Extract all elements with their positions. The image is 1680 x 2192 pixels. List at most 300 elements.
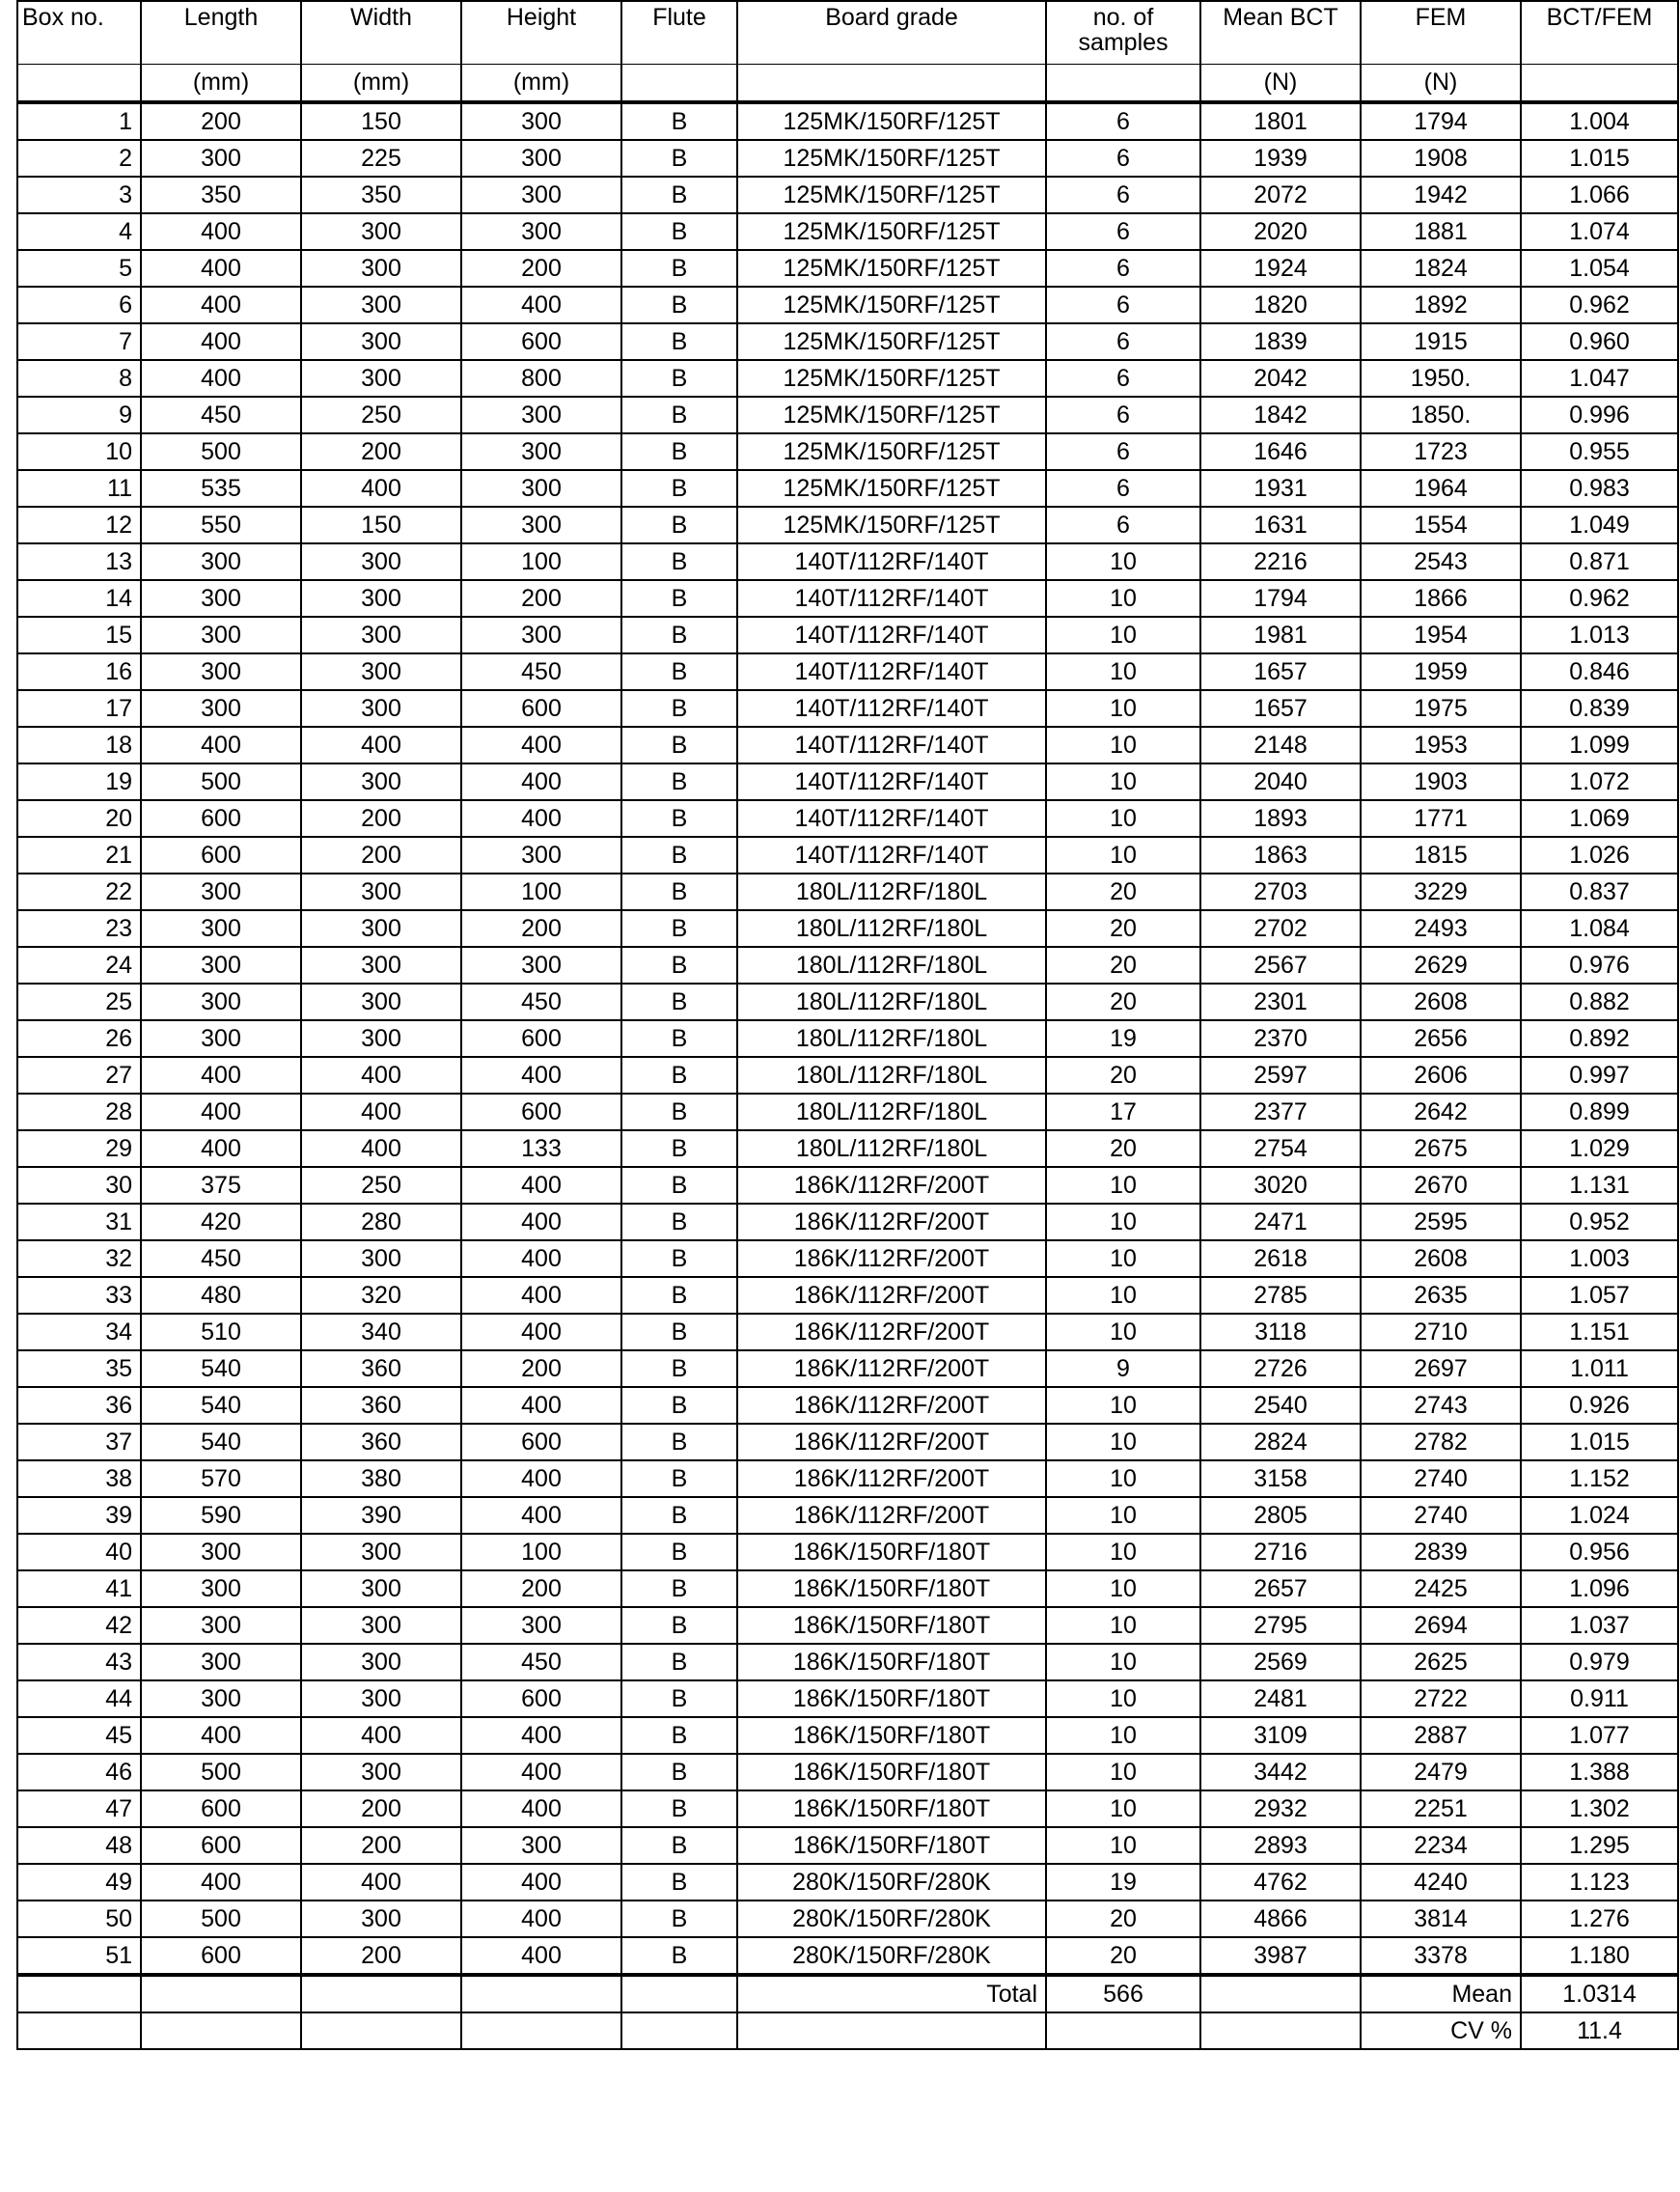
cell-box-no: 27 [17, 1057, 141, 1094]
cv-label: CV % [1361, 2012, 1521, 2049]
table-row [17, 1424, 1678, 1460]
cell-width: 300 [301, 213, 461, 250]
cell-ratio: 1.295 [1521, 1827, 1678, 1864]
cell-height: 450 [461, 984, 621, 1020]
cell-mean-bct: 2932 [1200, 1790, 1361, 1827]
cell-height: 300 [461, 397, 621, 433]
cell-fem: 2234 [1361, 1827, 1521, 1864]
cell-width: 400 [301, 470, 461, 507]
cell-ratio: 0.911 [1521, 1680, 1678, 1717]
cell-height: 400 [461, 1864, 621, 1901]
cell-flute: B [621, 1167, 737, 1204]
cell-ratio: 1.302 [1521, 1790, 1678, 1827]
cell-length: 300 [141, 1534, 301, 1570]
cell-samples: 19 [1046, 1864, 1200, 1901]
cell-board-grade: 125MK/150RF/125T [737, 507, 1046, 543]
cell-width: 250 [301, 397, 461, 433]
cell-height: 300 [461, 837, 621, 874]
cell-samples: 20 [1046, 984, 1200, 1020]
cell-board-grade: 140T/112RF/140T [737, 617, 1046, 653]
cell-mean-bct: 3158 [1200, 1460, 1361, 1497]
cell-length: 300 [141, 984, 301, 1020]
cell-samples: 10 [1046, 1314, 1200, 1350]
table-row [17, 690, 1678, 727]
cell-fem: 1892 [1361, 287, 1521, 323]
cell-flute: B [621, 1607, 737, 1644]
cell-box-no: 43 [17, 1644, 141, 1680]
cell-flute: B [621, 177, 737, 213]
cell-length: 500 [141, 433, 301, 470]
cell-board-grade: 125MK/150RF/125T [737, 213, 1046, 250]
cell-width: 300 [301, 984, 461, 1020]
cell-ratio: 0.997 [1521, 1057, 1678, 1094]
cell-width: 300 [301, 1534, 461, 1570]
cell-fem: 2740 [1361, 1497, 1521, 1534]
cell-box-no: 49 [17, 1864, 141, 1901]
cell-samples: 10 [1046, 1754, 1200, 1790]
cell-flute: B [621, 1020, 737, 1057]
cell-width: 300 [301, 580, 461, 617]
cell-width: 150 [301, 102, 461, 140]
cell-samples: 10 [1046, 1240, 1200, 1277]
cell-ratio: 1.015 [1521, 1424, 1678, 1460]
cell-width: 300 [301, 1020, 461, 1057]
cell-mean-bct: 2471 [1200, 1204, 1361, 1240]
cell-height: 300 [461, 102, 621, 140]
cell-ratio: 1.099 [1521, 727, 1678, 763]
cell-fem: 2670 [1361, 1167, 1521, 1204]
cell-length: 600 [141, 800, 301, 837]
unit-ratio [1521, 64, 1678, 102]
cell-width: 200 [301, 837, 461, 874]
unit-mean-bct: (N) [1200, 64, 1361, 102]
cell-flute: B [621, 323, 737, 360]
table-row [17, 617, 1678, 653]
cell-fem: 1915 [1361, 323, 1521, 360]
unit-flute [621, 64, 737, 102]
cell-board-grade: 186K/112RF/200T [737, 1277, 1046, 1314]
cell-samples: 10 [1046, 1387, 1200, 1424]
cell-samples: 6 [1046, 177, 1200, 213]
cell-flute: B [621, 837, 737, 874]
cell-ratio: 1.077 [1521, 1717, 1678, 1754]
cell-board-grade: 180L/112RF/180L [737, 1130, 1046, 1167]
cell-fem: 2606 [1361, 1057, 1521, 1094]
cell-ratio: 0.926 [1521, 1387, 1678, 1424]
cell-width: 390 [301, 1497, 461, 1534]
cell-mean-bct: 3020 [1200, 1167, 1361, 1204]
cell-length: 510 [141, 1314, 301, 1350]
table-row [17, 653, 1678, 690]
cell-flute: B [621, 580, 737, 617]
cell-box-no: 37 [17, 1424, 141, 1460]
header-row [17, 1, 1678, 64]
table-row [17, 1717, 1678, 1754]
cell-board-grade: 186K/150RF/180T [737, 1790, 1046, 1827]
cell-fem: 1908 [1361, 140, 1521, 177]
cell-fem: 1794 [1361, 102, 1521, 140]
cell-box-no: 7 [17, 323, 141, 360]
cell-samples: 6 [1046, 360, 1200, 397]
cell-samples: 10 [1046, 1460, 1200, 1497]
cell-box-no: 11 [17, 470, 141, 507]
table-row [17, 102, 1678, 140]
cell-flute: B [621, 690, 737, 727]
cell-length: 500 [141, 1901, 301, 1937]
cell-ratio: 0.882 [1521, 984, 1678, 1020]
cell-samples: 6 [1046, 140, 1200, 177]
cell-flute: B [621, 360, 737, 397]
cell-flute: B [621, 543, 737, 580]
cell-samples: 20 [1046, 1937, 1200, 1975]
cell-height: 300 [461, 507, 621, 543]
cell-height: 400 [461, 1167, 621, 1204]
cell-board-grade: 125MK/150RF/125T [737, 287, 1046, 323]
cell-mean-bct: 2726 [1200, 1350, 1361, 1387]
cell-flute: B [621, 653, 737, 690]
cell-flute: B [621, 1497, 737, 1534]
table-row [17, 1644, 1678, 1680]
cell-box-no: 26 [17, 1020, 141, 1057]
cell-fem: 2425 [1361, 1570, 1521, 1607]
mean-value: 1.0314 [1521, 1975, 1678, 2012]
cell-mean-bct: 1657 [1200, 690, 1361, 727]
cell-ratio: 1.013 [1521, 617, 1678, 653]
cell-height: 200 [461, 910, 621, 947]
cell-width: 200 [301, 433, 461, 470]
cell-length: 400 [141, 727, 301, 763]
header-flute: Flute [621, 1, 737, 64]
cell-mean-bct: 1893 [1200, 800, 1361, 837]
cell-ratio: 1.026 [1521, 837, 1678, 874]
cell-board-grade: 186K/112RF/200T [737, 1424, 1046, 1460]
cell-width: 225 [301, 140, 461, 177]
cell-length: 400 [141, 213, 301, 250]
cell-fem: 2479 [1361, 1754, 1521, 1790]
cell-height: 400 [461, 800, 621, 837]
cell-length: 400 [141, 250, 301, 287]
cell-box-no: 40 [17, 1534, 141, 1570]
cell-flute: B [621, 984, 737, 1020]
cell-samples: 6 [1046, 433, 1200, 470]
cell-flute: B [621, 1204, 737, 1240]
cell-fem: 2642 [1361, 1094, 1521, 1130]
cell-fem: 2839 [1361, 1534, 1521, 1570]
cell-board-grade: 186K/150RF/180T [737, 1717, 1046, 1754]
table-row [17, 397, 1678, 433]
cell-fem: 2543 [1361, 543, 1521, 580]
cell-width: 380 [301, 1460, 461, 1497]
cell-width: 400 [301, 1057, 461, 1094]
cell-mean-bct: 1981 [1200, 617, 1361, 653]
cell-mean-bct: 2072 [1200, 177, 1361, 213]
cell-fem: 2740 [1361, 1460, 1521, 1497]
cell-flute: B [621, 1570, 737, 1607]
table-row [17, 1057, 1678, 1094]
cell-height: 200 [461, 1570, 621, 1607]
cell-box-no: 39 [17, 1497, 141, 1534]
total-value: 566 [1046, 1975, 1200, 2012]
cell-box-no: 29 [17, 1130, 141, 1167]
cell-box-no: 21 [17, 837, 141, 874]
cell-fem: 1954 [1361, 617, 1521, 653]
cell-box-no: 16 [17, 653, 141, 690]
cell-ratio: 1.084 [1521, 910, 1678, 947]
cell-width: 300 [301, 690, 461, 727]
cell-board-grade: 125MK/150RF/125T [737, 323, 1046, 360]
cell-height: 400 [461, 1204, 621, 1240]
cell-length: 300 [141, 1644, 301, 1680]
cell-height: 100 [461, 874, 621, 910]
table-row [17, 1864, 1678, 1901]
cell-box-no: 10 [17, 433, 141, 470]
table-row [17, 543, 1678, 580]
cell-samples: 10 [1046, 1827, 1200, 1864]
unit-width: (mm) [301, 64, 461, 102]
cell-box-no: 30 [17, 1167, 141, 1204]
cell-box-no: 32 [17, 1240, 141, 1277]
cell-mean-bct: 2703 [1200, 874, 1361, 910]
cell-box-no: 20 [17, 800, 141, 837]
unit-board-grade [737, 64, 1046, 102]
cell-flute: B [621, 470, 737, 507]
cell-samples: 10 [1046, 1277, 1200, 1314]
cell-mean-bct: 2657 [1200, 1570, 1361, 1607]
cell-flute: B [621, 947, 737, 984]
cell-samples: 10 [1046, 1204, 1200, 1240]
cell-flute: B [621, 102, 737, 140]
table-row [17, 580, 1678, 617]
cell-width: 350 [301, 177, 461, 213]
cell-flute: B [621, 250, 737, 287]
cell-length: 300 [141, 653, 301, 690]
cell-height: 400 [461, 1387, 621, 1424]
cell-height: 100 [461, 543, 621, 580]
cell-fem: 2887 [1361, 1717, 1521, 1754]
cell-mean-bct: 2795 [1200, 1607, 1361, 1644]
cell-samples: 6 [1046, 323, 1200, 360]
header-samples: no. of samples [1046, 1, 1200, 64]
cell-height: 200 [461, 1350, 621, 1387]
cell-box-no: 6 [17, 287, 141, 323]
cell-box-no: 36 [17, 1387, 141, 1424]
cell-samples: 10 [1046, 800, 1200, 837]
cell-board-grade: 125MK/150RF/125T [737, 433, 1046, 470]
cell-length: 400 [141, 1094, 301, 1130]
cell-ratio: 0.952 [1521, 1204, 1678, 1240]
cell-height: 400 [461, 763, 621, 800]
table-row [17, 910, 1678, 947]
cell-mean-bct: 3118 [1200, 1314, 1361, 1350]
cell-fem: 2251 [1361, 1790, 1521, 1827]
cell-flute: B [621, 287, 737, 323]
cell-width: 360 [301, 1350, 461, 1387]
cell-box-no: 46 [17, 1754, 141, 1790]
cell-width: 300 [301, 360, 461, 397]
cell-height: 300 [461, 1607, 621, 1644]
cell-samples: 19 [1046, 1020, 1200, 1057]
cell-flute: B [621, 910, 737, 947]
cell-length: 300 [141, 910, 301, 947]
cell-width: 300 [301, 323, 461, 360]
cell-width: 300 [301, 1644, 461, 1680]
cell-board-grade: 180L/112RF/180L [737, 1020, 1046, 1057]
cell-ratio: 1.069 [1521, 800, 1678, 837]
cell-fem: 1959 [1361, 653, 1521, 690]
cell-flute: B [621, 1094, 737, 1130]
table-row [17, 874, 1678, 910]
cell-board-grade: 186K/150RF/180T [737, 1607, 1046, 1644]
cell-board-grade: 186K/150RF/180T [737, 1754, 1046, 1790]
cell-flute: B [621, 1901, 737, 1937]
cell-board-grade: 186K/112RF/200T [737, 1204, 1046, 1240]
cell-height: 400 [461, 1497, 621, 1534]
cell-board-grade: 125MK/150RF/125T [737, 140, 1046, 177]
cell-fem: 2595 [1361, 1204, 1521, 1240]
cell-box-no: 12 [17, 507, 141, 543]
cell-ratio: 1.003 [1521, 1240, 1678, 1277]
cell-height: 450 [461, 653, 621, 690]
cell-width: 300 [301, 1240, 461, 1277]
cell-box-no: 33 [17, 1277, 141, 1314]
table-row [17, 1790, 1678, 1827]
cell-height: 300 [461, 470, 621, 507]
cell-board-grade: 180L/112RF/180L [737, 910, 1046, 947]
cell-flute: B [621, 1057, 737, 1094]
cell-fem: 1824 [1361, 250, 1521, 287]
unit-height: (mm) [461, 64, 621, 102]
cell-samples: 6 [1046, 102, 1200, 140]
cell-mean-bct: 2716 [1200, 1534, 1361, 1570]
cell-flute: B [621, 800, 737, 837]
cell-ratio: 0.983 [1521, 470, 1678, 507]
cell-samples: 10 [1046, 1680, 1200, 1717]
cell-samples: 20 [1046, 1901, 1200, 1937]
cell-box-no: 48 [17, 1827, 141, 1864]
cell-width: 360 [301, 1424, 461, 1460]
cell-ratio: 0.956 [1521, 1534, 1678, 1570]
cell-samples: 10 [1046, 837, 1200, 874]
table-row [17, 1314, 1678, 1350]
header-box-no: Box no. [17, 1, 141, 64]
cell-fem: 1953 [1361, 727, 1521, 763]
cell-fem: 3378 [1361, 1937, 1521, 1975]
cell-ratio: 1.049 [1521, 507, 1678, 543]
cell-height: 600 [461, 1020, 621, 1057]
cell-samples: 9 [1046, 1350, 1200, 1387]
cell-flute: B [621, 1790, 737, 1827]
cell-box-no: 24 [17, 947, 141, 984]
cell-mean-bct: 2040 [1200, 763, 1361, 800]
cell-board-grade: 186K/112RF/200T [737, 1350, 1046, 1387]
mean-label: Mean [1361, 1975, 1521, 2012]
cell-box-no: 22 [17, 874, 141, 910]
cell-box-no: 8 [17, 360, 141, 397]
cell-fem: 2493 [1361, 910, 1521, 947]
cell-flute: B [621, 727, 737, 763]
cell-board-grade: 180L/112RF/180L [737, 1094, 1046, 1130]
cell-board-grade: 186K/150RF/180T [737, 1534, 1046, 1570]
header-length: Length [141, 1, 301, 64]
cell-fem: 1950. [1361, 360, 1521, 397]
cell-samples: 20 [1046, 910, 1200, 947]
cell-flute: B [621, 433, 737, 470]
cell-width: 150 [301, 507, 461, 543]
cell-samples: 10 [1046, 1607, 1200, 1644]
cell-length: 300 [141, 690, 301, 727]
cell-board-grade: 125MK/150RF/125T [737, 360, 1046, 397]
cell-mean-bct: 2377 [1200, 1094, 1361, 1130]
unit-samples [1046, 64, 1200, 102]
cell-mean-bct: 3987 [1200, 1937, 1361, 1975]
cell-box-no: 19 [17, 763, 141, 800]
cell-height: 400 [461, 287, 621, 323]
cell-ratio: 1.276 [1521, 1901, 1678, 1937]
cell-ratio: 0.962 [1521, 287, 1678, 323]
cell-mean-bct: 1931 [1200, 470, 1361, 507]
cell-fem: 2608 [1361, 1240, 1521, 1277]
header-board-grade: Board grade [737, 1, 1046, 64]
cell-box-no: 15 [17, 617, 141, 653]
cell-mean-bct: 1631 [1200, 507, 1361, 543]
cell-mean-bct: 2481 [1200, 1680, 1361, 1717]
cell-box-no: 2 [17, 140, 141, 177]
cell-fem: 1554 [1361, 507, 1521, 543]
cell-length: 600 [141, 1937, 301, 1975]
table-row [17, 433, 1678, 470]
cell-mean-bct: 1863 [1200, 837, 1361, 874]
cell-board-grade: 186K/150RF/180T [737, 1644, 1046, 1680]
cell-box-no: 5 [17, 250, 141, 287]
cell-samples: 10 [1046, 1644, 1200, 1680]
cell-fem: 1866 [1361, 580, 1521, 617]
cell-ratio: 1.180 [1521, 1937, 1678, 1975]
cell-flute: B [621, 874, 737, 910]
cell-height: 200 [461, 250, 621, 287]
table-row [17, 470, 1678, 507]
cell-fem: 2625 [1361, 1644, 1521, 1680]
cell-height: 600 [461, 323, 621, 360]
cell-height: 450 [461, 1644, 621, 1680]
cell-mean-bct: 2785 [1200, 1277, 1361, 1314]
cell-mean-bct: 3109 [1200, 1717, 1361, 1754]
header-fem: FEM [1361, 1, 1521, 64]
table-row [17, 1497, 1678, 1534]
cell-height: 400 [461, 1460, 621, 1497]
cell-board-grade: 125MK/150RF/125T [737, 177, 1046, 213]
cell-mean-bct: 2567 [1200, 947, 1361, 984]
cell-length: 600 [141, 1827, 301, 1864]
cell-mean-bct: 2370 [1200, 1020, 1361, 1057]
cell-length: 300 [141, 1680, 301, 1717]
cell-box-no: 3 [17, 177, 141, 213]
table-row [17, 1901, 1678, 1937]
cell-board-grade: 140T/112RF/140T [737, 837, 1046, 874]
cell-mean-bct: 1939 [1200, 140, 1361, 177]
cell-height: 300 [461, 1827, 621, 1864]
cell-length: 450 [141, 397, 301, 433]
cell-ratio: 1.024 [1521, 1497, 1678, 1534]
cell-flute: B [621, 507, 737, 543]
cell-samples: 10 [1046, 580, 1200, 617]
cell-ratio: 0.839 [1521, 690, 1678, 727]
cell-width: 340 [301, 1314, 461, 1350]
cell-flute: B [621, 1644, 737, 1680]
cell-length: 400 [141, 1057, 301, 1094]
cell-width: 320 [301, 1277, 461, 1314]
cell-fem: 1771 [1361, 800, 1521, 837]
cell-mean-bct: 1842 [1200, 397, 1361, 433]
